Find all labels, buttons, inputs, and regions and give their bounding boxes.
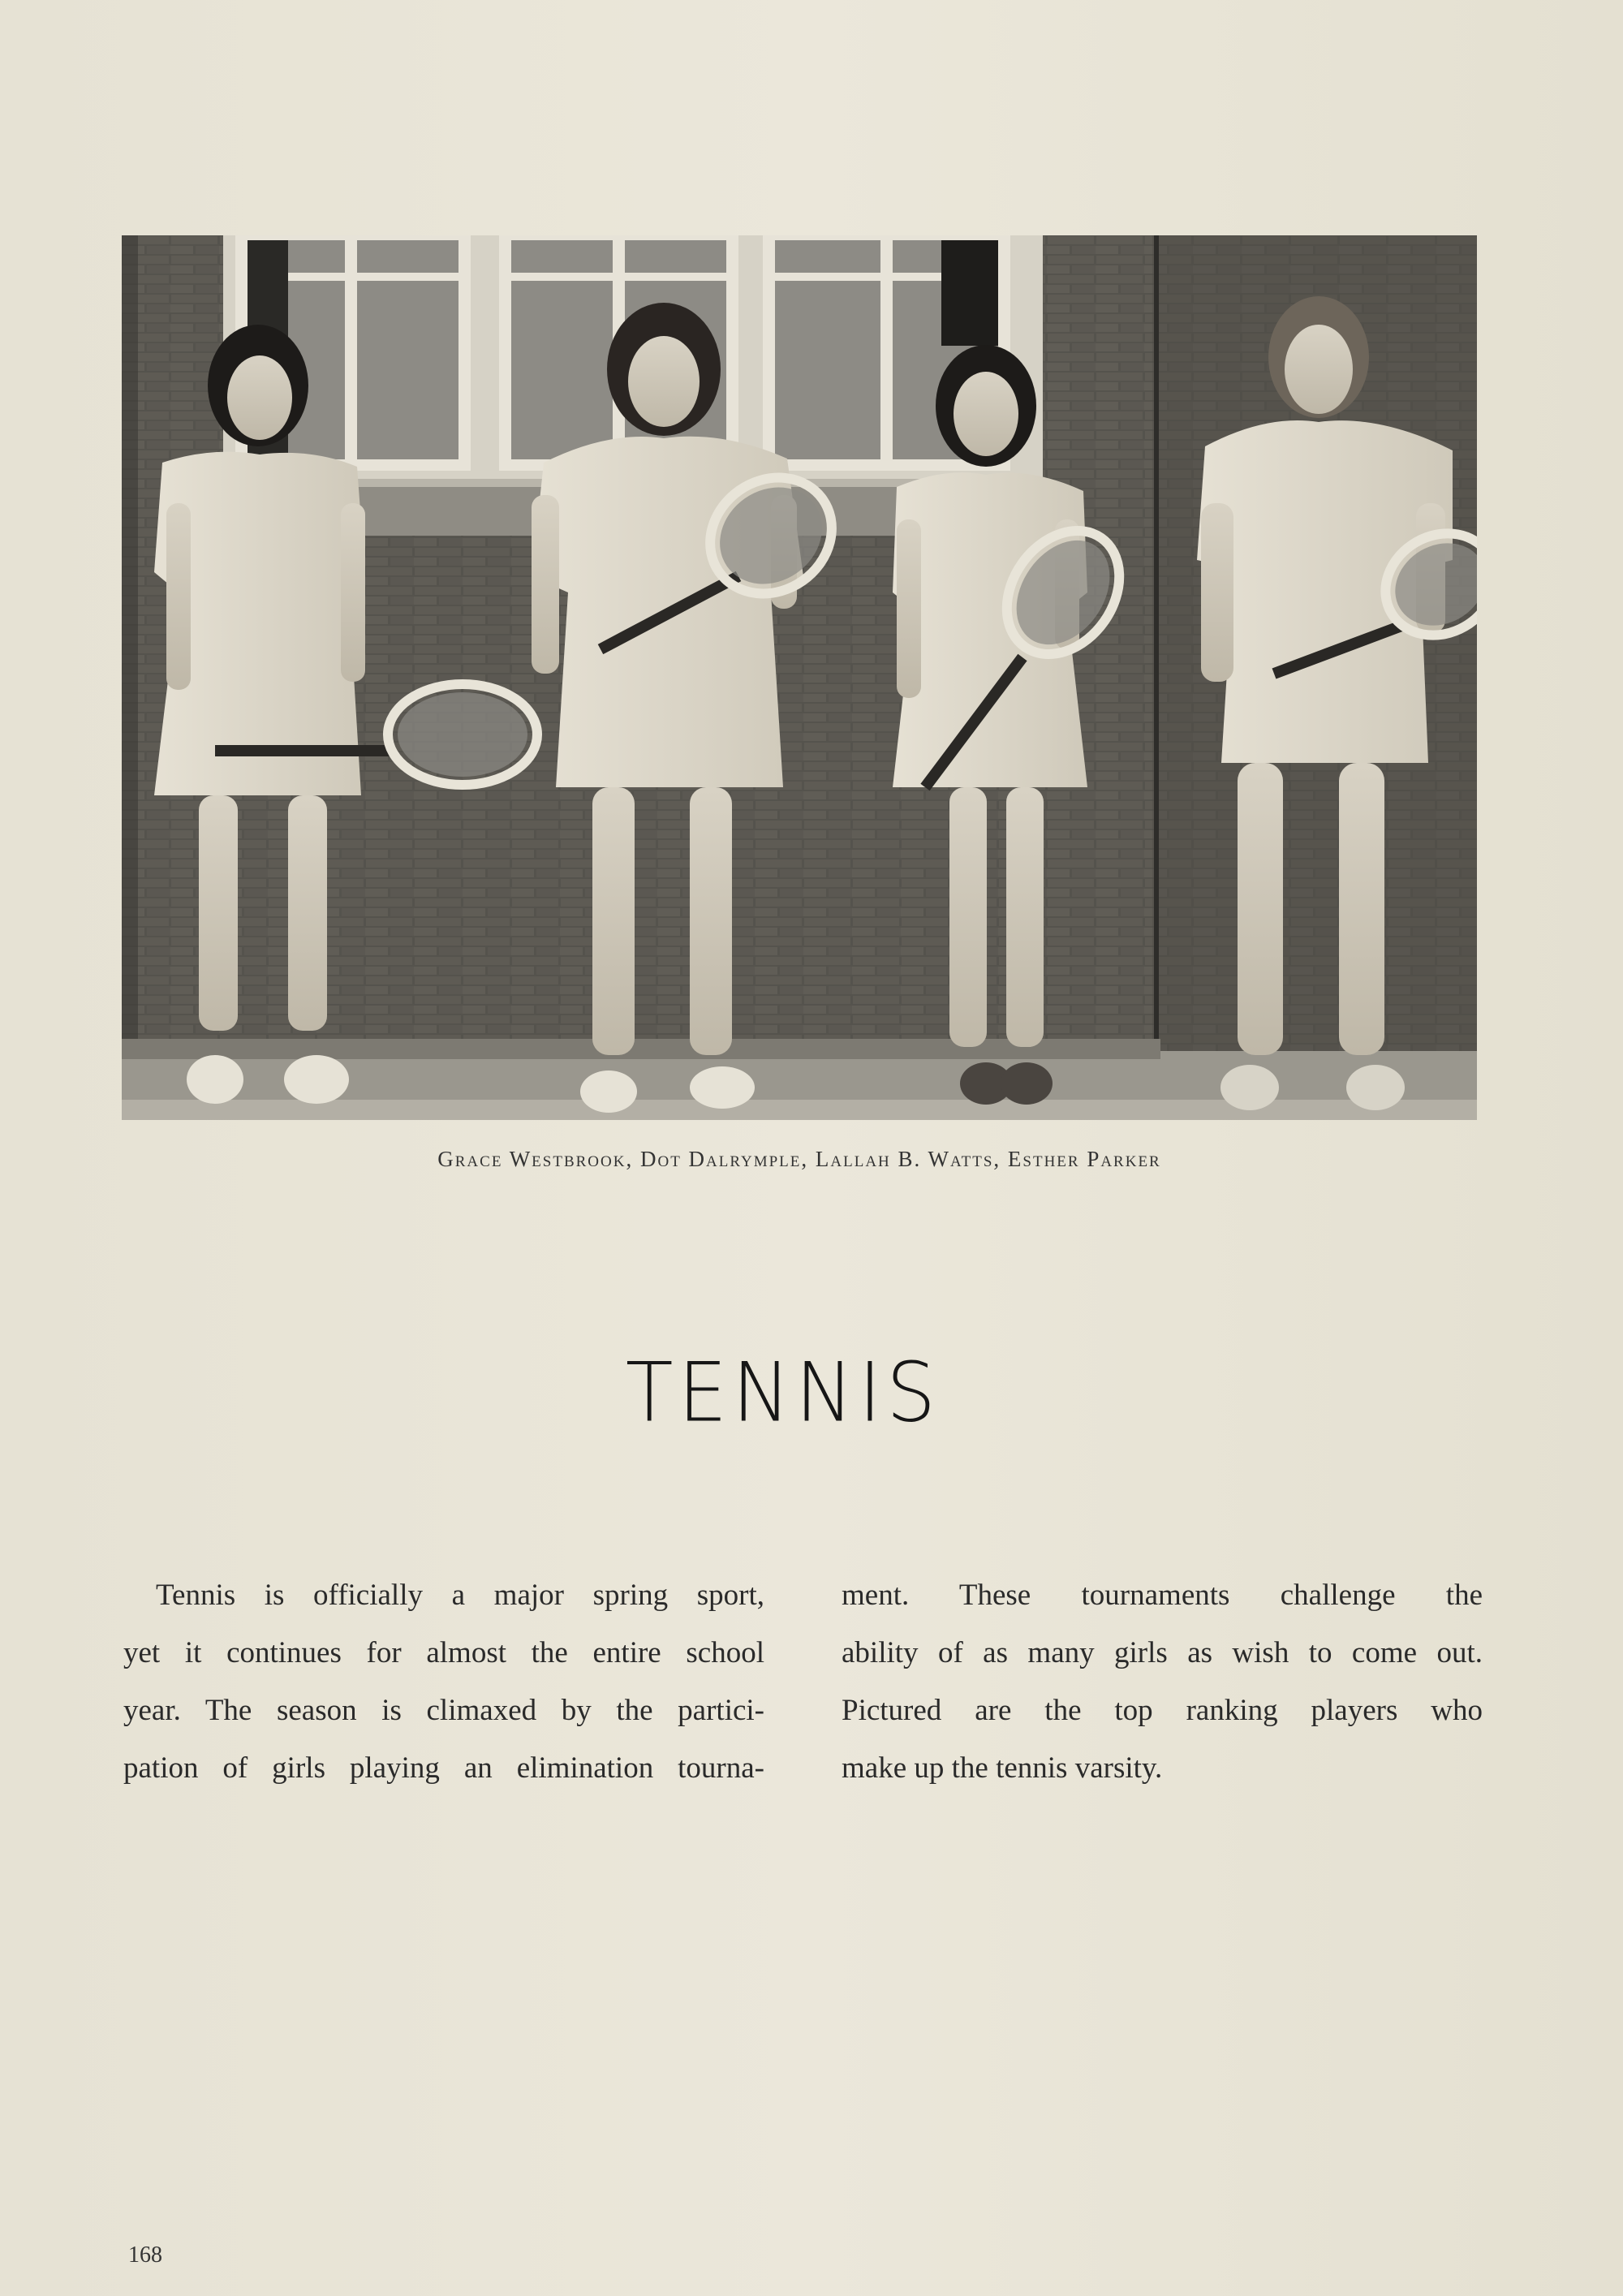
body-text bbox=[123, 1566, 1487, 1810]
body-line: make up the tennis varsity. bbox=[842, 1751, 1163, 1785]
body-line: yet it continues for almost the entire school bbox=[123, 1636, 764, 1669]
team-photo bbox=[122, 235, 1477, 1120]
photo-caption: Grace Westbrook, Dot Dalrymple, Lallah B. Watts, Esther Parker bbox=[437, 1147, 1161, 1171]
body-column-right bbox=[842, 1566, 1483, 1797]
page-number: 168 bbox=[128, 2242, 162, 2268]
page-title: TENNIS bbox=[625, 1345, 941, 1441]
team-photo-graphic bbox=[122, 235, 1477, 1120]
body-line: Tennis is officially a major spring sport, bbox=[156, 1579, 764, 1612]
body-line: pation of girls playing an elimination tourna- bbox=[123, 1751, 764, 1785]
body-line: Pictured are the top ranking players who bbox=[842, 1694, 1483, 1727]
body-column-left bbox=[123, 1566, 764, 1797]
body-line: ment. These tournaments challenge the bbox=[842, 1579, 1483, 1612]
body-line: year. The season is climaxed by the partici- bbox=[123, 1694, 764, 1727]
body-line: ability of as many girls as wish to come out. bbox=[842, 1636, 1483, 1669]
